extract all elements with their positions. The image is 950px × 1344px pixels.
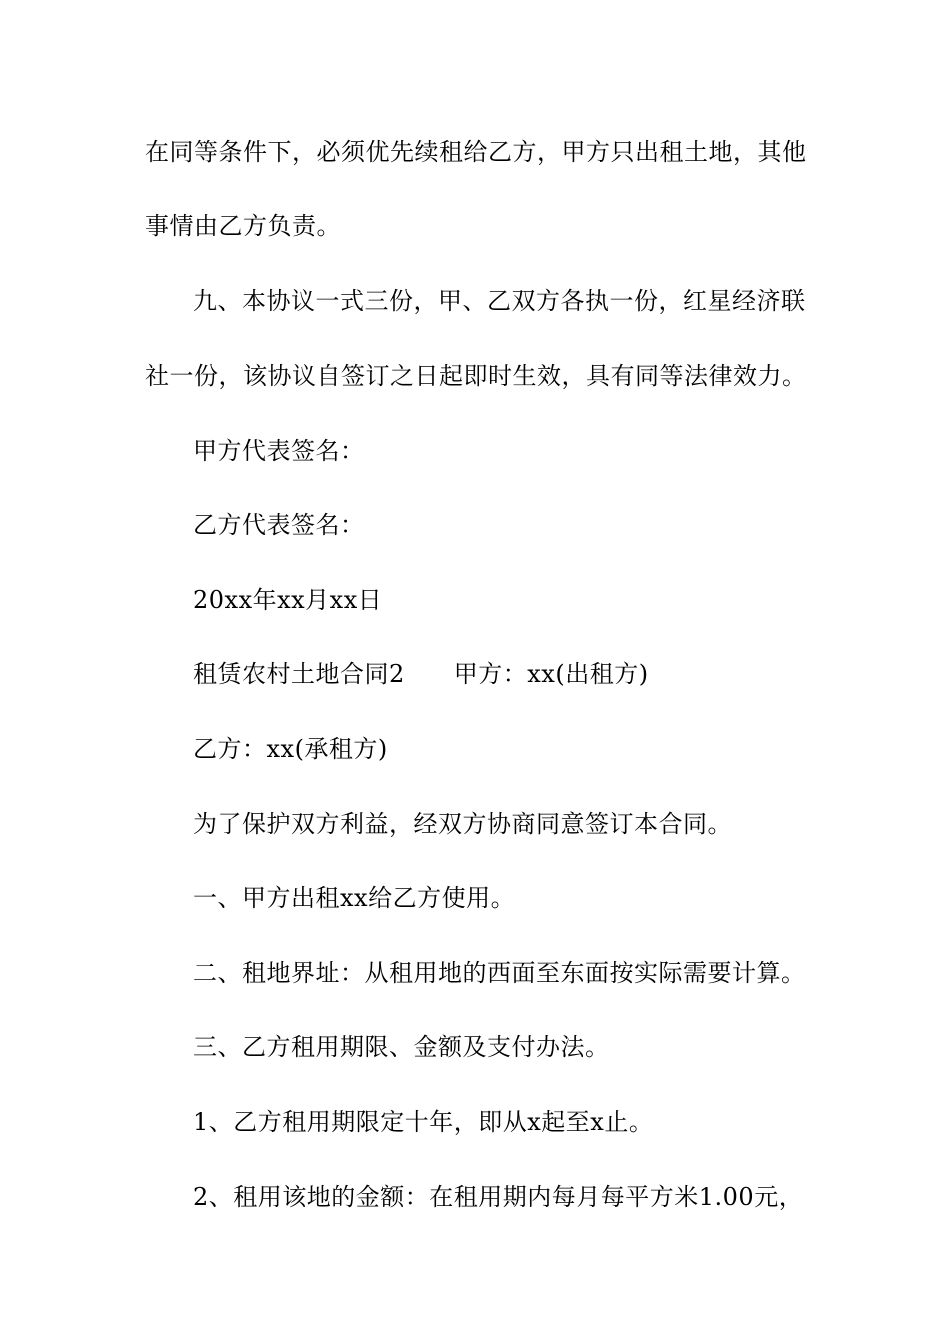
party-b-signature-line: 乙方代表签名：	[193, 511, 365, 539]
date-line: 20xx年xx月xx日	[193, 586, 383, 614]
party-a-signature-line: 甲方代表签名：	[193, 437, 365, 465]
paragraph-line: 为了保护双方利益，经双方协商同意签订本合同。	[193, 810, 732, 838]
paragraph-line: 在同等条件下，必须优先续租给乙方，甲方只出租土地，其他	[145, 138, 807, 166]
clause-line: 2、租用该地的金额：在租用期内每月每平方米1.00元，	[193, 1183, 804, 1211]
clause-line: 1、乙方租用期限定十年，即从x起至x止。	[193, 1108, 654, 1136]
contract-heading-line: 租赁农村土地合同2 甲方：xx(出租方)	[193, 660, 649, 688]
paragraph-line: 社一份，该协议自签订之日起即时生效，具有同等法律效力。	[145, 362, 807, 390]
paragraph-line: 事情由乙方负责。	[145, 212, 341, 240]
party-b-line: 乙方：xx(承租方)	[193, 735, 388, 763]
clause-line: 一、甲方出租xx给乙方使用。	[193, 884, 516, 912]
paragraph-line: 九、本协议一式三份，甲、乙双方各执一份，红星经济联	[193, 287, 806, 315]
clause-line: 二、租地界址：从租用地的西面至东面按实际需要计算。	[193, 959, 806, 987]
clause-line: 三、乙方租用期限、金额及支付办法。	[193, 1033, 610, 1061]
